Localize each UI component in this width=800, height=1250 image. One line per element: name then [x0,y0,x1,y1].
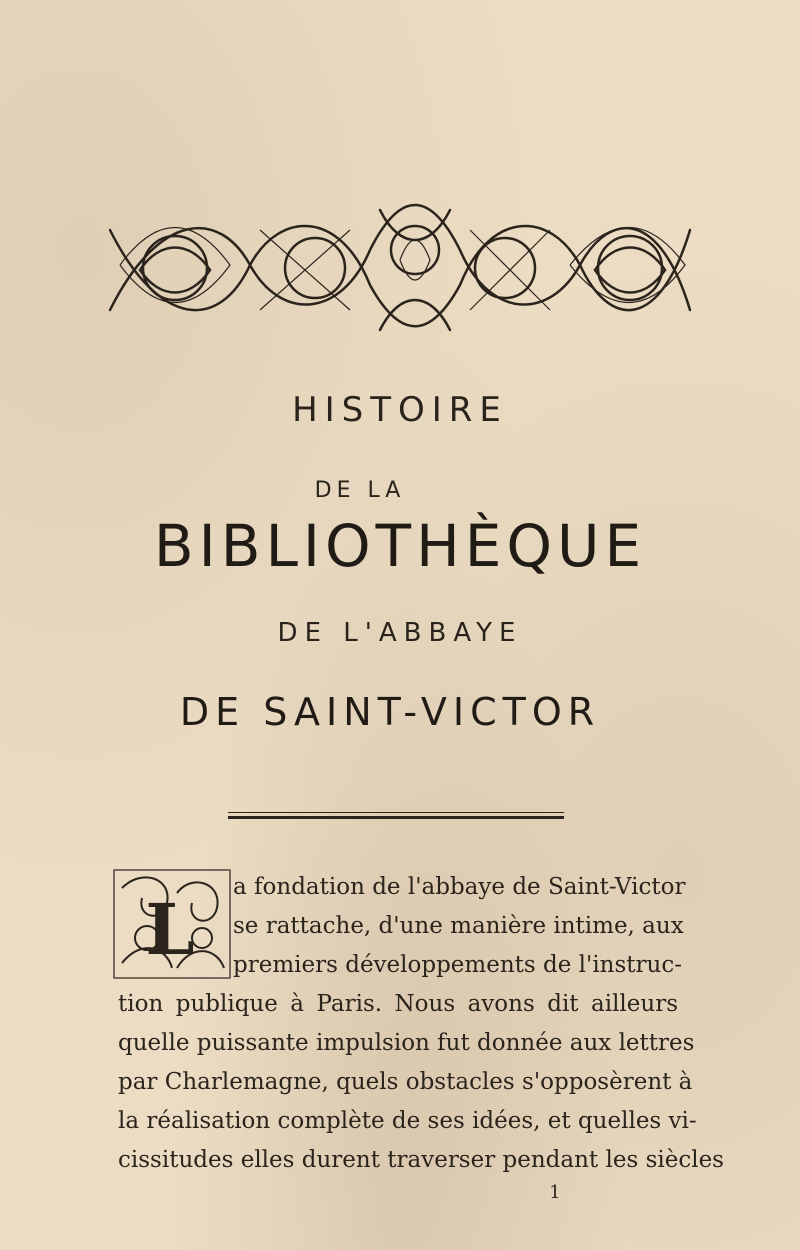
title-de-la: DE LA [314,478,406,503]
divider-rule-thin [228,812,564,813]
body-paragraph [118,868,724,1180]
body-line: quelle puissante impulsion fut donnée aux lettres [118,1030,695,1056]
page-number: 1 [549,1182,561,1203]
title-bibliotheque: BIBLIOTHÈQUE [153,512,647,580]
title-de-labbaye: DE L'ABBAYE [277,618,523,648]
interlace-ornament-icon [100,190,700,340]
body-line: premiers développements de l'instruc- [233,952,683,978]
body-line: cissitudes elles durent traverser pendant les siècles [118,1147,724,1173]
body-line: par Charlemagne, quels obstacles s'opposèrent à [118,1069,693,1095]
body-line: tion publique à Paris. Nous avons dit ailleurs [118,991,678,1017]
bleed-through-text [300,8,700,68]
body-line: la réalisation complète de ses idées, et quelles vi- [118,1108,697,1134]
title-de-saint-victor: DE SAINT-VICTOR [179,690,601,734]
body-line: se rattache, d'une manière intime, aux [233,913,684,939]
body-line: a fondation de l'abbaye de Saint-Victor [233,874,686,900]
dropcap-letter: L [145,888,195,971]
title-histoire: HISTOIRE [292,390,508,430]
divider-rule-thick [228,816,564,819]
